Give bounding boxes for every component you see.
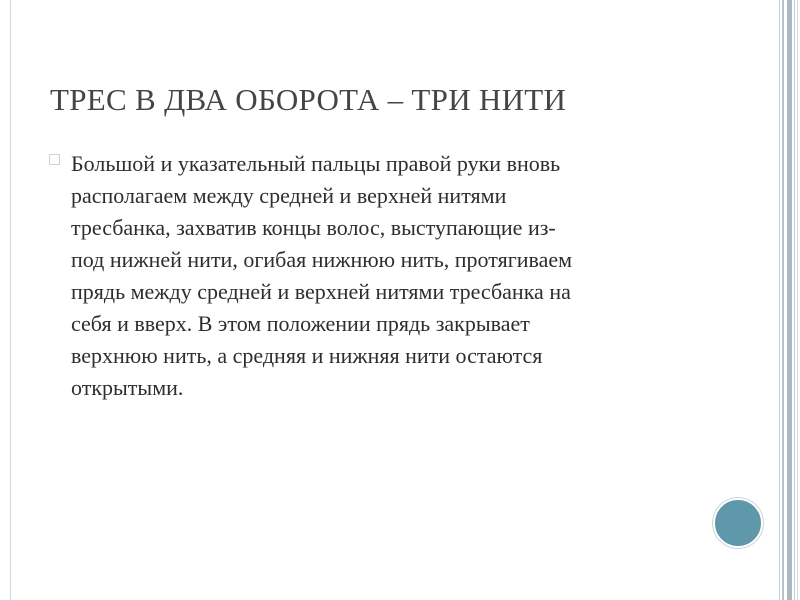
- right-decorative-bars: [778, 0, 800, 600]
- body-line: тресбанка, захватив концы волос, выступающие из-: [71, 215, 556, 240]
- body-line: верхнюю нить, а средняя и нижняя нити остаются: [71, 343, 543, 368]
- slide-body-text: [71, 148, 711, 404]
- body-line: открытыми.: [71, 375, 184, 400]
- decorative-bar: [797, 0, 798, 600]
- decorative-bar: [779, 0, 780, 600]
- body-line: прядь между средней и верхней нитями тресбанка на: [71, 279, 571, 304]
- square-bullet-icon: □: [48, 151, 62, 167]
- slide-title: ТРЕС В ДВА ОБОРОТА – ТРИ НИТИ: [50, 82, 567, 117]
- decorative-bar: [794, 0, 795, 600]
- body-line: себя и вверх. В этом положении прядь закрывает: [71, 311, 530, 336]
- body-line: Большой и указательный пальцы правой руки вновь: [71, 151, 561, 176]
- body-line: под нижней нити, огибая нижнюю нить, протягиваем: [71, 247, 573, 272]
- decorative-circle: [713, 498, 763, 548]
- decorative-bar: [787, 0, 792, 600]
- body-line: располагаем между средней и верхней нитями: [71, 183, 507, 208]
- decorative-bar: [782, 0, 784, 600]
